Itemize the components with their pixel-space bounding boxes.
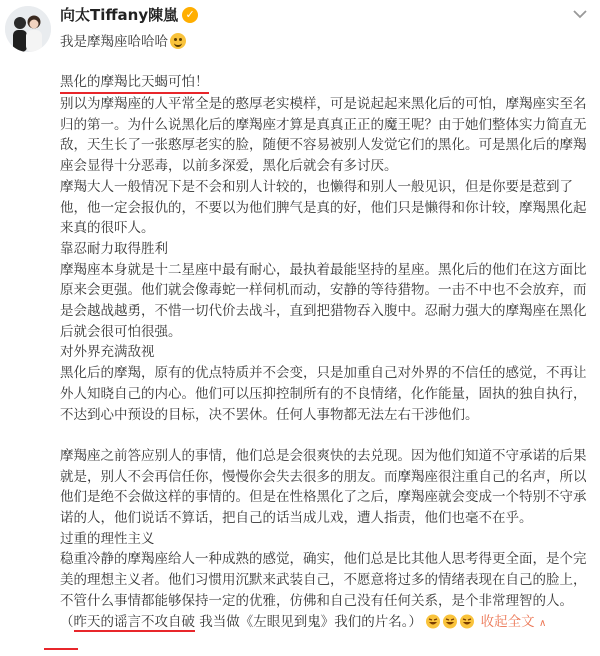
section-heading-hostility: 对外界充满敌视 xyxy=(60,344,155,361)
collapse-full-text-link[interactable]: 收起全文 ∧ xyxy=(480,613,547,630)
paragraph-spacer xyxy=(60,425,592,446)
grin-emoji-icon xyxy=(170,33,186,49)
user-bio: 我是摩羯座哈哈哈 xyxy=(60,30,186,50)
paragraph-patience: 摩羯座本身就是十二星座中最有耐心，最执着最能坚持的星座。黑化后的他们在这方面比原来会更强。他们就会像毒蛇一样伺机而动，安静的等待猎物。一击不中也不会放弃，而是会越战越勇，不惜一切代价去战斗，直到把猎物吞入腹中。忍耐力强大的摩羯座在黑化后就会很可怕很强。 xyxy=(60,261,587,340)
avatar[interactable] xyxy=(5,6,51,52)
section-heading-patience: 靠忍耐力取得胜利 xyxy=(60,240,168,257)
section-heading-rationalism: 过重的理性主义 xyxy=(60,530,155,547)
avatar-photo xyxy=(5,6,51,52)
chevron-up-icon: ∧ xyxy=(538,617,547,629)
paragraph-hostility: 黑化后的摩羯，原有的优点特质并不会变，只是加重自己对外界的不信任的感觉，不再让外人知晓自己的内心。他们可以压抑控制所有的不良情绪，化作能量，固执的独自执行，不达到心中预设的目标，决不罢休。任何人事物都无法左右干涉他们。 xyxy=(60,365,587,423)
post-headline: 黑化的摩羯比天蝎可怕！ xyxy=(60,73,209,94)
underlined-note: 昨天的谣言不攻自破 xyxy=(73,613,195,630)
note-open: （ xyxy=(60,613,74,630)
paragraph-revenge: 摩羯大人一般情况下是不会和别人计较的，也懒得和别人一般见识，但是你要是惹到了他，他一定会报仇的，不要以为他们脾气是真的好，他们只是懒得和你计较，摩羯黑化起来真的很吓人。 xyxy=(60,178,587,237)
handwritten-underline xyxy=(44,648,78,650)
post-header xyxy=(0,0,600,60)
verified-badge-icon: ✓ xyxy=(182,7,198,23)
post-body xyxy=(60,72,592,634)
chevron-down-icon[interactable] xyxy=(570,6,590,22)
paragraph-promises: 摩羯座之前答应别人的事情，他们总是会很爽快的去兑现。因为他们知道不守承诺的后果就是，别人不会再信任你，慢慢你会失去很多的朋友。而摩羯座很注重自己的名声，所以他们是绝不会做这样的事情的。但是在性格黑化了之后，摩羯座就会变成一个特别不守承诺的人，他们说话不算话，把自己的话当成儿戏，遭人指责，他们也毫不在乎。 xyxy=(60,447,587,527)
paragraph-rationalism: 稳重冷静的摩羯座给人一种成熟的感觉，确实，他们总是比其他人思考得更全面，是个完美的理想主义者。他们习惯用沉默来武装自己，不愿意将过多的情绪表现在自己的脸上，不管什么事情都能够保持一定的优雅，仿佛和自己没有任何关系，是个非常理智的人。（昨天的谣言不攻自破 我当做《左眼见到鬼》我们的片名。） 收起全文 ∧ xyxy=(60,551,587,630)
username-row xyxy=(60,4,198,25)
laugh-emoji-icon xyxy=(426,614,476,629)
note-rest: 我当做《左眼见到鬼》我们的片名。） xyxy=(195,613,423,630)
paragraph-intro: 别以为摩羯座的人平常全是的憨厚老实模样，可是说起起来黑化后的可怕，摩羯座实至名归的第一。为什么说黑化后的摩羯座才算是真真正正的魔王呢？由于她们整体实力简直无敌，天生长了一张憨厚老实的脸，随便不容易被别人发觉它们的黑化。可是黑化后的摩羯座会显得十分恶毒，以前多深爱，黑化后就会有多讨厌。 xyxy=(60,96,587,175)
username[interactable]: 向太Tiffany陳嵐 xyxy=(60,6,179,24)
